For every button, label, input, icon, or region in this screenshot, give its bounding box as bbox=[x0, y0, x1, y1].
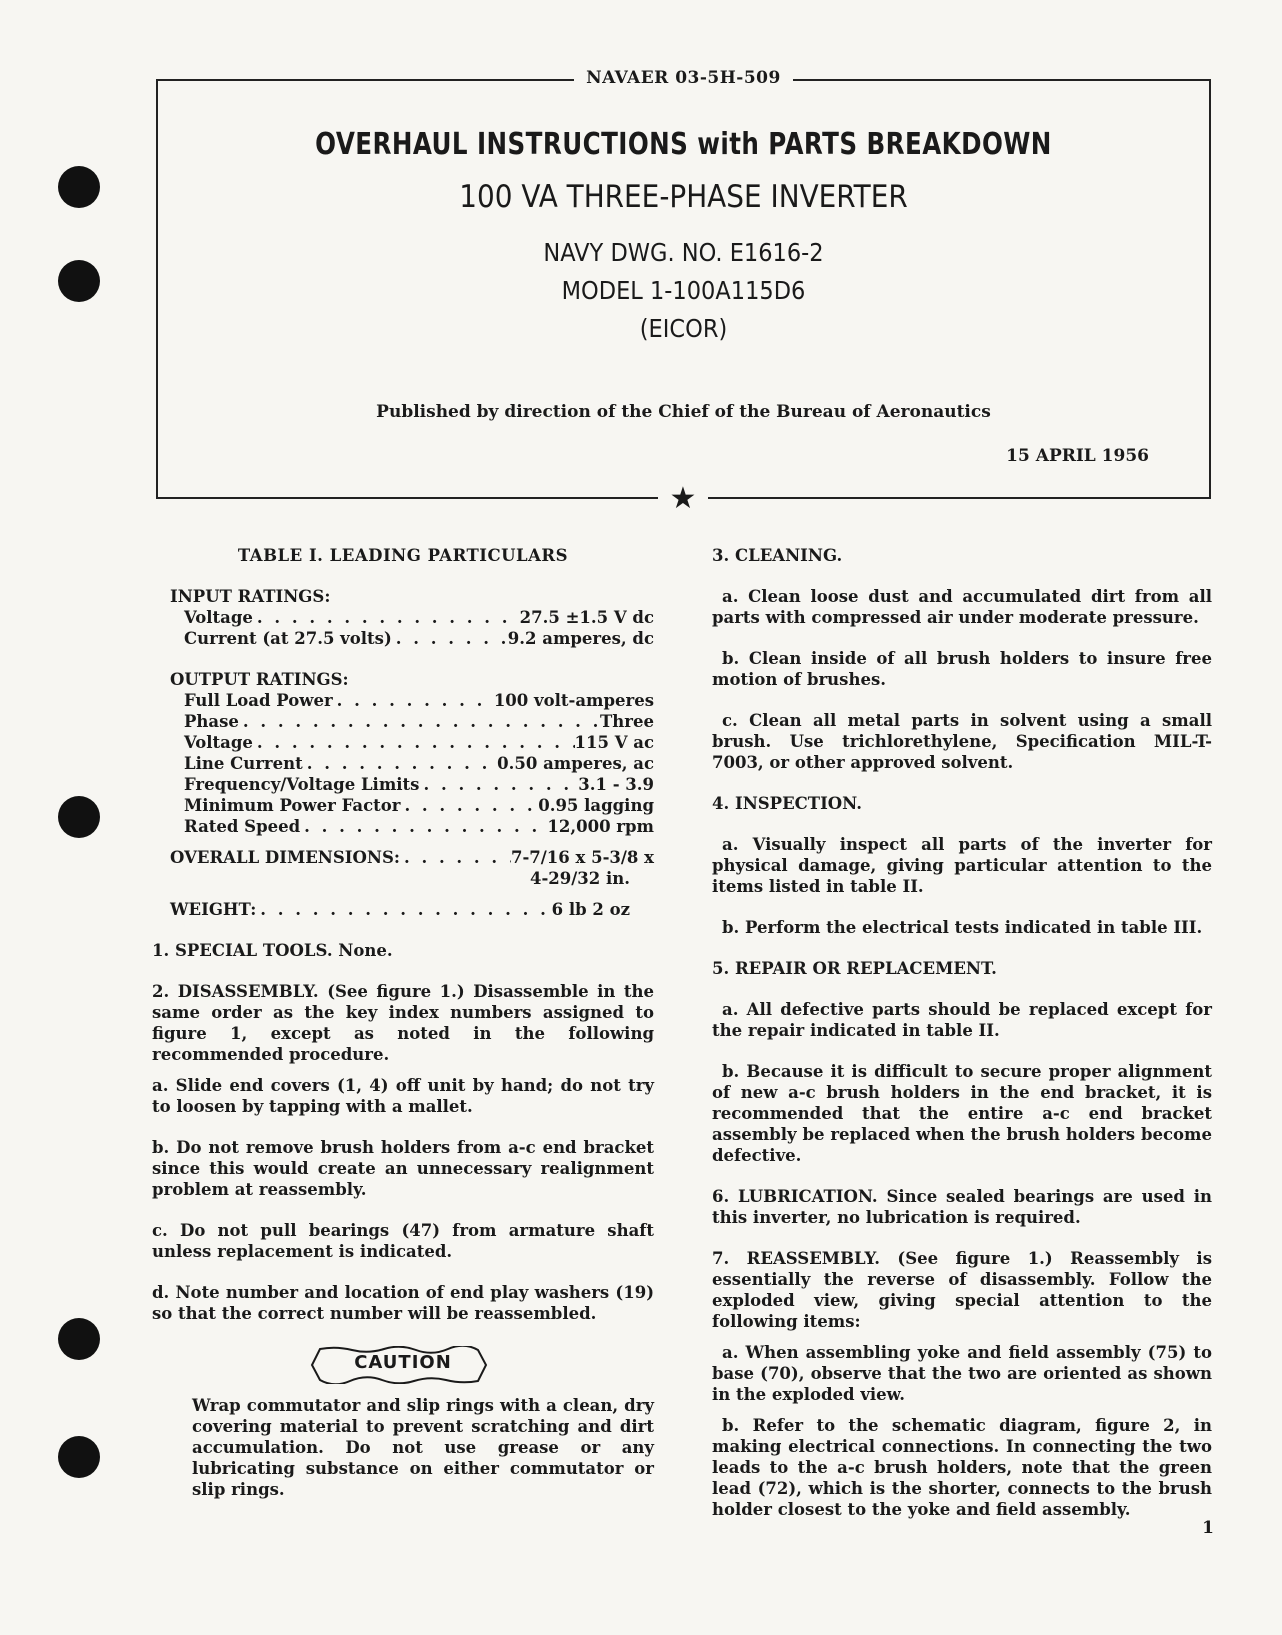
inspection-step-b: b. Perform the electrical tests indicated in table III. bbox=[722, 918, 1203, 937]
weight-row bbox=[170, 899, 654, 920]
disassembly-step-c: c. Do not pull bearings (47) from armature shaft unless replacement is indicated. bbox=[152, 1221, 654, 1261]
reassembly-step-a: a. When assembling yoke and field assembly (75) to base (70), observe that the two are oriented as shown in the exploded view. bbox=[712, 1343, 1212, 1404]
caution-text: Wrap commutator and slip rings with a clean, dry covering material to prevent scratching and dirt accumulation. Do not use grease or any lubricating substance on either commutator or slip rings. bbox=[192, 1396, 654, 1499]
table-row bbox=[184, 690, 654, 711]
table-row bbox=[184, 607, 654, 628]
reassembly-paragraph: 7. REASSEMBLY. (See figure 1.) Reassembly is essentially the reverse of disassembly. Follow the exploded view, giving special attention to the following items: bbox=[712, 1249, 1212, 1331]
star-icon: ★ bbox=[658, 479, 708, 519]
caution-box bbox=[306, 1346, 500, 1379]
row-value: 115 V ac bbox=[574, 733, 654, 752]
table-row bbox=[184, 816, 654, 837]
row-label: Current (at 27.5 volts) bbox=[184, 629, 392, 648]
repair-step-a: a. All defective parts should be replaced except for the repair indicated in table II. bbox=[712, 1000, 1212, 1040]
publication-date: 15 APRIL 1956 bbox=[1006, 446, 1149, 466]
output-ratings-heading: OUTPUT RATINGS: bbox=[170, 670, 349, 689]
table-row bbox=[184, 753, 654, 774]
publisher-line: Published by direction of the Chief of the Bureau of Aeronautics bbox=[376, 402, 991, 422]
left-column bbox=[152, 545, 654, 1500]
row-value: 100 volt-amperes bbox=[493, 691, 654, 710]
document-title: OVERHAUL INSTRUCTIONS with PARTS BREAKDOWN bbox=[315, 127, 1052, 162]
dimensions-continued: 4-29/32 in. bbox=[529, 869, 630, 888]
caution-banner bbox=[152, 1346, 654, 1379]
row-label: Voltage bbox=[184, 608, 253, 627]
row-label: Minimum Power Factor bbox=[184, 796, 401, 815]
disassembly-step-a: a. Slide end covers (1, 4) off unit by hand; do not try to loosen by tapping with a mallet. bbox=[152, 1076, 654, 1116]
repair-step-b: b. Because it is difficult to secure proper alignment of new a-c brush holders in the end bracket, it is recommended that the entire a-c end bracket assembly be replaced when the brush holders become defective. bbox=[712, 1062, 1212, 1165]
row-value: 7-7/16 x 5-3/8 x bbox=[510, 848, 654, 867]
row-value: 6 lb 2 oz bbox=[551, 900, 630, 919]
row-label: OVERALL DIMENSIONS: bbox=[170, 848, 400, 867]
table-title: TABLE I. LEADING PARTICULARS bbox=[237, 546, 569, 565]
model-number: MODEL 1-100A115D6 bbox=[561, 276, 806, 305]
table-row bbox=[184, 732, 654, 753]
inspection-step-a: a. Visually inspect all parts of the inverter for physical damage, giving particular attention to the items listed in table II. bbox=[712, 835, 1212, 896]
right-column bbox=[712, 545, 1212, 1520]
row-label: WEIGHT: bbox=[170, 900, 257, 919]
repair-heading: 5. REPAIR OR REPLACEMENT. bbox=[712, 959, 997, 978]
table-row bbox=[184, 628, 654, 649]
punch-hole bbox=[58, 1318, 100, 1360]
cleaning-step-c: c. Clean all metal parts in solvent using a small brush. Use trichlorethylene, Specification MIL-T-7003, or other approved solvent. bbox=[712, 711, 1212, 772]
punch-hole bbox=[58, 796, 100, 838]
disassembly-step-b: b. Do not remove brush holders from a-c end bracket since this would create an unnecessary realignment problem at reassembly. bbox=[152, 1138, 654, 1199]
table-row bbox=[184, 795, 654, 816]
special-tools-paragraph: 1. SPECIAL TOOLS. None. bbox=[152, 941, 393, 960]
input-ratings-heading: INPUT RATINGS: bbox=[170, 587, 331, 606]
caution-label: CAUTION bbox=[354, 1352, 452, 1373]
row-value: 9.2 amperes, dc bbox=[507, 629, 654, 648]
table-row bbox=[184, 774, 654, 795]
disassembly-step-d: d. Note number and location of end play washers (19) so that the correct number will be reassembled. bbox=[152, 1283, 654, 1323]
cleaning-heading: 3. CLEANING. bbox=[712, 546, 843, 565]
reassembly-step-b: b. Refer to the schematic diagram, figure 2, in making electrical connections. In connecting the two leads to the a-c brush holders, note that the green lead (72), which is the shorter, connects to the brush holder closest to the yoke and field assembly. bbox=[712, 1416, 1212, 1519]
dimensions-row bbox=[170, 847, 654, 868]
row-label: Frequency/Voltage Limits bbox=[184, 775, 420, 794]
document-number bbox=[158, 68, 1209, 88]
row-label: Rated Speed bbox=[184, 817, 301, 836]
row-label: Voltage bbox=[184, 733, 253, 752]
cleaning-step-b: b. Clean inside of all brush holders to insure free motion of brushes. bbox=[712, 649, 1212, 689]
row-value: 3.1 - 3.9 bbox=[578, 775, 654, 794]
lubrication-paragraph: 6. LUBRICATION. Since sealed bearings are used in this inverter, no lubrication is required. bbox=[712, 1187, 1212, 1227]
manufacturer: (EICOR) bbox=[639, 314, 728, 343]
row-value: Three bbox=[600, 712, 654, 731]
row-value: 0.50 amperes, ac bbox=[497, 754, 654, 773]
punch-hole bbox=[58, 260, 100, 302]
document-number-text: NAVAER 03-5H-509 bbox=[574, 68, 793, 88]
punch-hole bbox=[58, 1436, 100, 1478]
punch-hole bbox=[58, 166, 100, 208]
row-label: Line Current bbox=[184, 754, 303, 773]
row-value: 27.5 ±1.5 V dc bbox=[519, 608, 654, 627]
cleaning-step-a: a. Clean loose dust and accumulated dirt from all parts with compressed air under moderate pressure. bbox=[712, 587, 1212, 627]
equipment-title: 100 VA THREE-PHASE INVERTER bbox=[459, 179, 908, 215]
title-block bbox=[156, 68, 1211, 516]
row-label: Phase bbox=[184, 712, 239, 731]
disassembly-paragraph: 2. DISASSEMBLY. (See figure 1.) Disassemble in the same order as the key index numbers assigned to figure 1, except as noted in the following recommended procedure. bbox=[152, 982, 654, 1064]
page-number: 1 bbox=[1202, 1518, 1214, 1538]
row-label: Full Load Power bbox=[184, 691, 333, 710]
inspection-heading: 4. INSPECTION. bbox=[712, 794, 862, 813]
drawing-number: NAVY DWG. NO. E1616-2 bbox=[543, 238, 824, 267]
row-value: 12,000 rpm bbox=[547, 817, 654, 836]
row-value: 0.95 lagging bbox=[538, 796, 654, 815]
table-row bbox=[184, 711, 654, 732]
